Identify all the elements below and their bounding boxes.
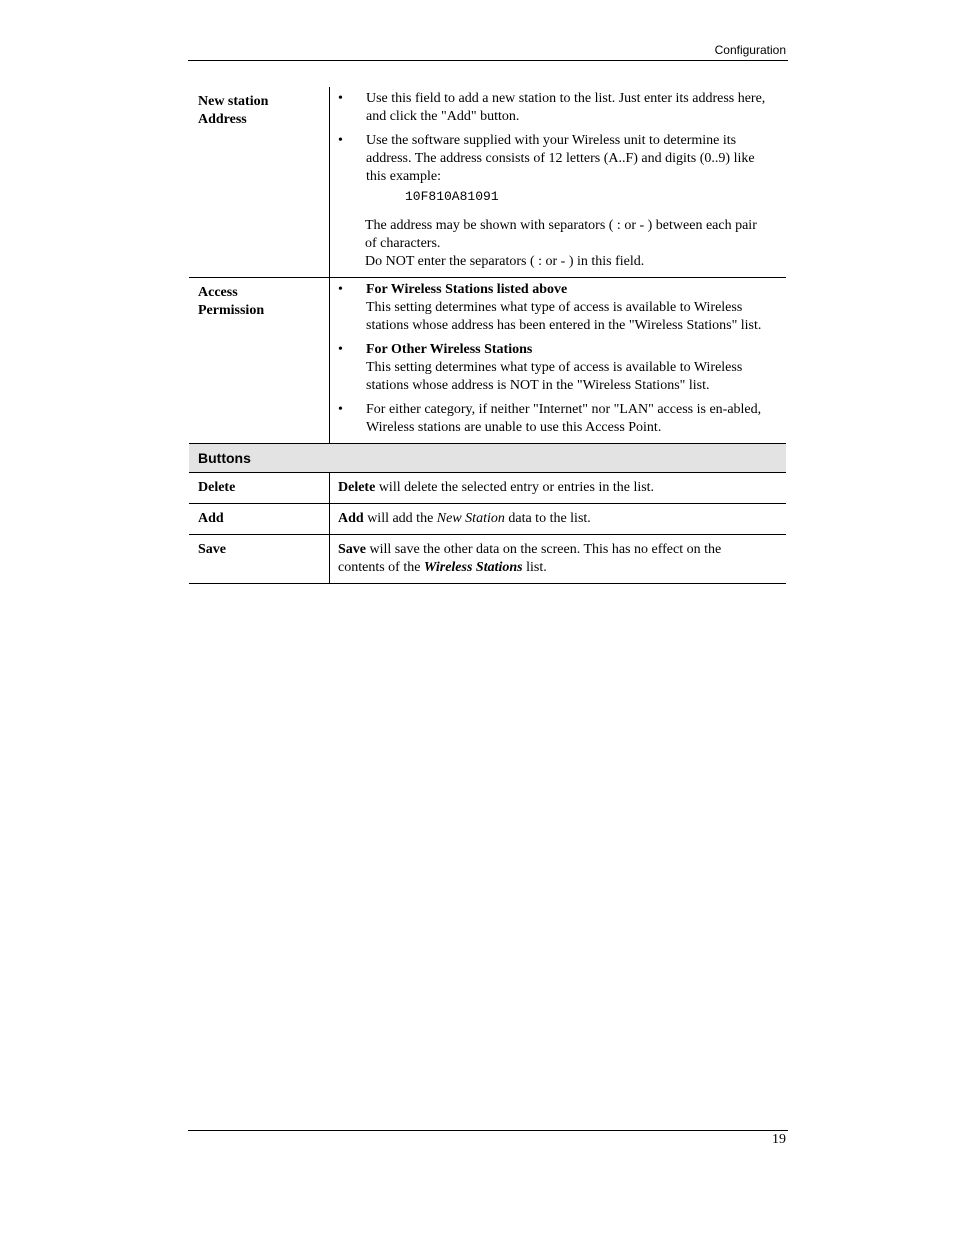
list-item [338,281,770,335]
table-row-save [189,535,786,584]
list-item-title: For Other Wireless Stations [366,342,533,357]
bullet-icon: • [338,402,343,417]
field-label-save: Save [189,535,330,584]
description-text: will add the [363,511,437,526]
list-item [338,90,770,126]
field-description-access-permission [330,278,787,444]
italic-term: New Station [436,511,505,526]
table-row-delete [189,473,786,504]
list-item-text: This setting determines what type of access is available to Wireless stations whose address has been entered in the "Wireless Stations" list. [366,300,762,333]
field-label-delete: Delete [189,473,330,504]
field-description-delete [330,473,787,504]
bold-italic-term: Wireless Stations [423,560,523,575]
page-number: 19 [772,1132,786,1147]
example-address: 10F810A81091 [405,189,499,204]
field-description-save [330,535,787,584]
bullet-icon: • [338,133,343,148]
list-item-text: Use the software supplied with your Wireless unit to determine its address. The address consists of 12 letters (A..F) and digits (0..9) like this example: [366,133,755,184]
note-text: Do NOT enter the separators ( : or - ) in this field. [365,254,645,269]
bullet-icon: • [338,282,343,297]
list-item [338,341,770,395]
note-text: The address may be shown with separators ( : or - ) between each pair of characters. [365,218,757,251]
bullet-list [338,281,770,437]
field-label-new-station [189,87,330,278]
table-row-add [189,504,786,535]
description-text: will delete the selected entry or entries in the list. [375,480,655,495]
field-label-add: Add [189,504,330,535]
section-title: Buttons [189,444,786,473]
label-line: Access [198,285,238,300]
label-line: Permission [198,303,265,318]
emphasis: Delete [338,480,376,495]
description-text: data to the list. [504,511,591,526]
page-header-title: Configuration [714,43,786,57]
list-item-text: Use this field to add a new station to the list. Just enter its address here, and click the "Add" button. [366,91,766,124]
section-header-buttons [189,444,786,473]
list-item [338,401,770,437]
field-description-new-station [330,87,787,278]
table-row-access-permission [189,278,786,444]
description-text: list. [522,560,547,575]
bullet-list [338,90,770,206]
description-text: will save the other data on the screen. This has no effect on the contents of the [338,542,722,575]
header-divider [188,60,788,61]
list-item [338,132,770,206]
emphasis: Save [338,542,366,557]
bullet-icon: • [338,342,343,357]
label-line: New station [198,94,269,109]
separator-note [338,217,770,271]
label-line: Address [198,112,247,127]
list-item-text: This setting determines what type of access is available to Wireless stations whose address is NOT in the "Wireless Stations" list. [366,360,743,393]
footer-divider [188,1130,788,1131]
list-item-title: For Wireless Stations listed above [366,282,568,297]
field-description-add [330,504,787,535]
field-label-access-permission [189,278,330,444]
settings-table [189,87,786,584]
table-row-new-station [189,87,786,278]
list-item-text: For either category, if neither "Internet" nor "LAN" access is en-abled, Wireless stations are unable to use this Access Point. [366,402,762,435]
emphasis: Add [338,511,364,526]
bullet-icon: • [338,91,343,106]
